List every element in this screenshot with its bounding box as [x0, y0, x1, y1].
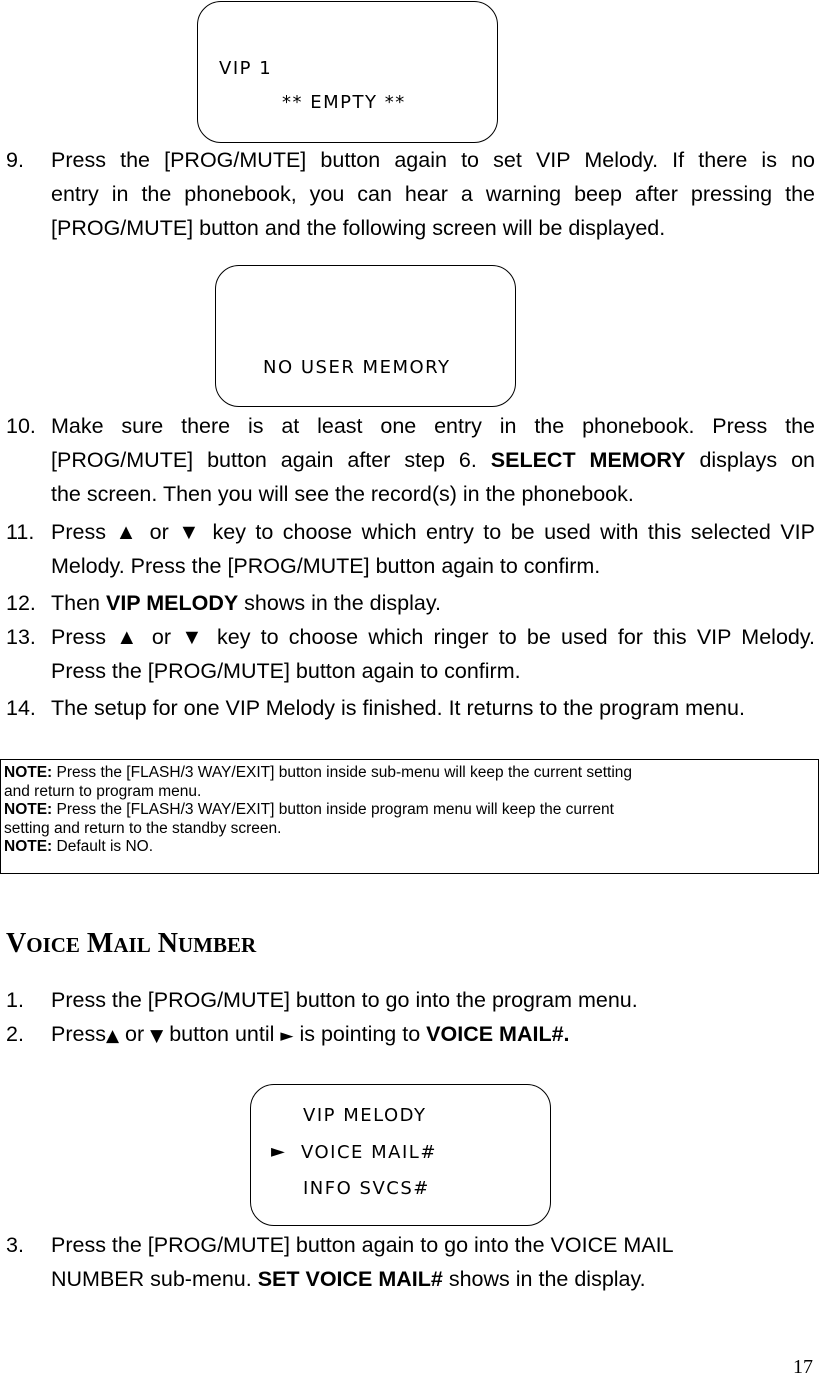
lcd-display-vip-1	[197, 1, 498, 143]
step-number: 14.	[6, 696, 36, 720]
step-12	[6, 586, 821, 620]
step-text-line: entry in the phonebook, you can hear a warning beep after pressing the	[51, 182, 815, 206]
step-11	[6, 515, 821, 583]
note-line: and return to program menu.	[4, 782, 202, 800]
pointer-arrow-icon: ►	[280, 1026, 294, 1046]
text-run: displays on	[685, 448, 815, 472]
step-number: 13.	[6, 625, 36, 649]
note-label: NOTE:	[4, 801, 53, 818]
step-13	[6, 620, 821, 688]
section-heading-voice-mail-number	[6, 928, 256, 960]
step-number: 9.	[6, 148, 24, 172]
step-text-line	[51, 443, 815, 477]
text-run: NUMBER sub-menu.	[51, 1267, 258, 1291]
up-arrow-icon: ▲	[105, 1026, 120, 1046]
text-run: shows in the display.	[238, 591, 441, 615]
step-text-line: The setup for one VIP Melody is finished. It returns to the program menu.	[51, 696, 745, 720]
step-text-line: Press ▲ or ▼ key to choose which entry to be used with this selected VIP	[51, 520, 815, 544]
text-run: Press the [FLASH/3 WAY/EXIT] button inside sub-menu will keep the current setting	[52, 764, 633, 781]
text-run: Press the [FLASH/3 WAY/EXIT] button inside program menu will keep the current	[52, 801, 614, 818]
heading-initial: N	[157, 928, 178, 959]
lcd-line: VOICE MAIL#	[301, 1142, 437, 1163]
step-text-line	[51, 1262, 815, 1296]
heading-initial: M	[86, 928, 114, 959]
lcd-line: VIP 1	[219, 58, 273, 79]
step-number: 3.	[6, 1233, 24, 1257]
step-14	[6, 691, 821, 725]
page-number: 17	[793, 1356, 813, 1378]
note-line	[4, 838, 818, 857]
text-run: is pointing to	[299, 1022, 421, 1046]
text-run: Press	[51, 1022, 106, 1046]
step-text-line: Make sure there is at least one entry in the phonebook. Press the	[51, 414, 815, 438]
text-run: shows in the display.	[442, 1267, 646, 1291]
text-run: button until	[169, 1022, 275, 1046]
step-text-line: Melody. Press the [PROG/MUTE] button again to confirm.	[51, 554, 601, 578]
step-number: 12.	[6, 591, 36, 615]
heading-initial: V	[6, 928, 27, 959]
step-number: 1.	[6, 988, 24, 1012]
step-text-line: Press the [PROG/MUTE] button again to set VIP Melody. If there is no	[51, 148, 815, 172]
lcd-display-no-user-memory	[215, 265, 516, 407]
note-label: NOTE:	[4, 764, 53, 781]
down-arrow-icon: ▼	[150, 1026, 164, 1046]
step-text-line: [PROG/MUTE] button and the following screen will be displayed.	[51, 216, 666, 240]
lcd-line: VIP MELODY	[303, 1105, 427, 1126]
step-9	[6, 143, 821, 245]
step-text-line: the screen. Then you will see the record(s) in the phonebook.	[51, 482, 634, 506]
step-text-line: Press ▲ or ▼ key to choose which ringer to be used for this VIP Melody.	[51, 625, 815, 649]
text-run: Then	[51, 591, 106, 615]
heading-smallcaps: AIL	[113, 933, 151, 957]
step-text-line: Press the [PROG/MUTE] button to go into the program menu.	[51, 988, 638, 1012]
step-text-line	[51, 1017, 815, 1053]
step-number: 11.	[6, 520, 35, 544]
note-line	[4, 801, 818, 820]
lcd-line: NO USER MEMORY	[263, 357, 451, 378]
set-voice-mail-label: SET VOICE MAIL#	[257, 1267, 443, 1291]
voice-mail-step-1	[6, 983, 821, 1017]
lcd-display-menu	[250, 1084, 551, 1226]
step-text-line	[51, 586, 815, 620]
lcd-line: ** EMPTY **	[282, 92, 406, 113]
note-box	[0, 759, 819, 874]
step-text-line: Press the [PROG/MUTE] button again to go into the VOICE MAIL	[51, 1233, 674, 1257]
voice-mail-label: VOICE MAIL#.	[426, 1022, 570, 1046]
step-10	[6, 409, 821, 511]
step-number: 2.	[6, 1022, 24, 1046]
text-run: [PROG/MUTE] button again after step 6.	[51, 448, 491, 472]
step-text-line: Press the [PROG/MUTE] button again to confirm.	[51, 659, 521, 683]
step-number: 10.	[6, 414, 36, 438]
lcd-pointer-icon: ►	[271, 1141, 287, 1162]
vip-melody-label: VIP MELODY	[105, 591, 239, 615]
lcd-line: INFO SVCS#	[303, 1178, 430, 1199]
note-label: NOTE:	[4, 838, 53, 855]
text-run: or	[125, 1022, 145, 1046]
note-line: setting and return to the standby screen.	[4, 819, 282, 837]
text-run: Default is NO.	[52, 838, 153, 855]
voice-mail-step-2	[6, 1017, 821, 1051]
note-line	[4, 764, 818, 783]
select-memory-label: SELECT MEMORY	[490, 448, 686, 472]
heading-smallcaps: OICE	[26, 933, 80, 957]
voice-mail-step-3	[6, 1228, 821, 1296]
heading-smallcaps: UMBER	[177, 933, 257, 957]
